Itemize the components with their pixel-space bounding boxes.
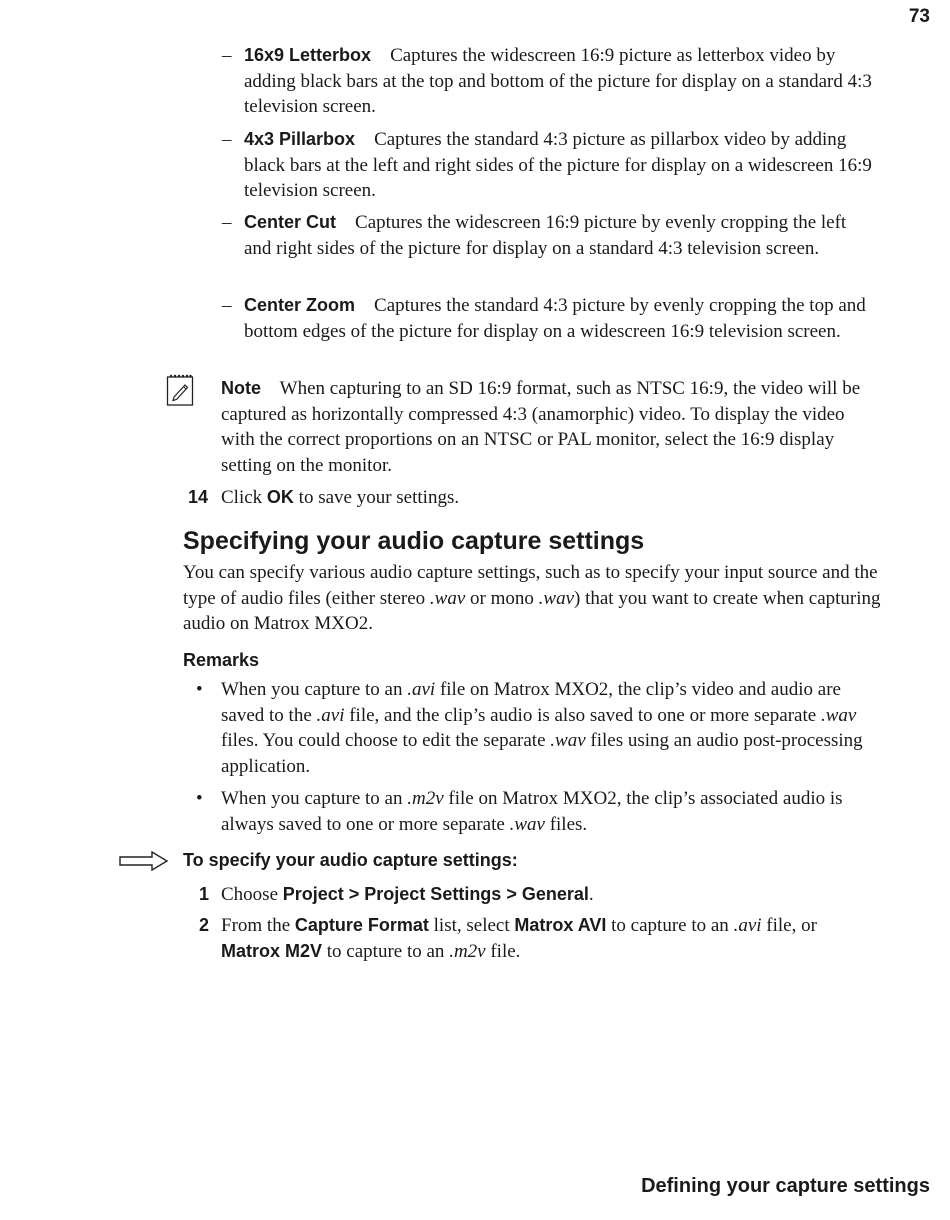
- bullet-text: When you capture to an: [221, 788, 403, 809]
- step-text: to capture to an: [611, 915, 729, 936]
- step-text: file.: [490, 940, 521, 962]
- procedure-step-1: [182, 882, 862, 908]
- step-number: 1: [199, 884, 210, 904]
- note-text: When capturing to an SD 16:9 format, such as NTSC 16:9, the video will be captured as horizontally compressed 4:3 (anamorphic) video. To display the video with the correct proportions on an NTSC or PAL monitor, select the 16:9 display setting on the monitor.: [221, 378, 861, 476]
- m2v-extension: .m2v: [407, 788, 444, 809]
- bullet-text: When you capture to an: [221, 679, 403, 700]
- step-text: to save your settings.: [298, 487, 460, 508]
- procedure-step-2: [182, 913, 862, 964]
- avi-extension: .avi: [407, 679, 436, 700]
- bullet-text: files. You could choose to edit the separate: [221, 730, 546, 751]
- matrox-m2v-reference: Matrox M2V: [221, 940, 323, 961]
- option-text: Captures the standard 4:3 picture by evenly cropping the top and bottom edges of the picture for display on a widescreen 16:9 television screen.: [244, 295, 866, 342]
- dash-marker: –: [222, 129, 232, 150]
- step-text: .: [588, 884, 594, 905]
- option-text: Captures the widescreen 16:9 picture as letterbox video by adding black bars at the top and bottom of the picture for display on a standard 4:3 television screen.: [244, 45, 872, 117]
- bullet-text: files using an audio post-processing application.: [221, 730, 863, 777]
- remarks-heading: Remarks: [183, 650, 260, 670]
- avi-extension: .avi: [316, 704, 345, 726]
- option-term: Center Zoom: [244, 295, 356, 315]
- note-block: [221, 376, 881, 478]
- wav-extension: .wav: [820, 704, 857, 726]
- intro-text: ) that you want to create when capturing audio on Matrox MXO2.: [183, 587, 881, 634]
- step-14: [182, 485, 862, 511]
- bullet-marker: •: [196, 679, 203, 700]
- matrox-avi-reference: Matrox AVI: [514, 915, 607, 935]
- ok-reference: OK: [266, 487, 294, 507]
- step-text: Click: [221, 487, 263, 508]
- remark-bullet-1: [196, 677, 866, 779]
- step-text: file, or: [766, 915, 817, 936]
- bullet-text: file on Matrox MXO2, the clip’s video and audio are saved to the: [221, 679, 841, 726]
- wav-extension: .wav: [538, 587, 574, 609]
- option-4x3-pillarbox: [222, 127, 877, 204]
- notepad-pencil-icon: [166, 373, 194, 407]
- option-term: 16x9 Letterbox: [244, 45, 372, 65]
- step-number: 2: [199, 915, 210, 935]
- remark-bullet-2: [196, 786, 866, 837]
- procedure-arrow-icon: [119, 851, 169, 871]
- procedure-heading: To specify your audio capture settings:: [183, 850, 518, 870]
- option-term: Center Cut: [244, 212, 337, 232]
- option-center-zoom: [222, 293, 877, 344]
- note-label: Note: [221, 378, 261, 398]
- page-footer: Defining your capture settings: [641, 1175, 930, 1197]
- section-heading: Specifying your audio capture settings: [183, 527, 645, 555]
- bullet-marker: •: [196, 788, 203, 809]
- bullet-text: file, and the clip’s audio is also saved to one or more separate: [349, 704, 817, 726]
- menu-path: Project > Project Settings > General: [282, 884, 589, 904]
- intro-text: You can specify various audio capture settings, such as to specify your input source and the type of audio files (either stereo: [183, 562, 878, 609]
- m2v-extension: .m2v: [449, 940, 486, 962]
- step-text: to capture to an: [326, 940, 445, 962]
- option-16x9-letterbox: [222, 43, 877, 120]
- capture-format-reference: Capture Format: [294, 915, 429, 935]
- step-number: 14: [188, 487, 209, 507]
- wav-extension: .wav: [429, 587, 466, 609]
- bullet-text: file on Matrox MXO2, the clip’s associated audio is always saved to one or more separate: [221, 788, 843, 835]
- dash-marker: –: [222, 295, 232, 316]
- wav-extension: .wav: [550, 730, 586, 751]
- step-text: Choose: [221, 884, 278, 905]
- intro-text: or mono: [470, 587, 534, 609]
- dash-marker: –: [222, 45, 232, 66]
- step-text: From the: [221, 915, 291, 936]
- bullet-text: files.: [549, 813, 588, 835]
- option-center-cut: [222, 210, 877, 261]
- section-intro: [183, 560, 883, 637]
- option-text: Captures the widescreen 16:9 picture by evenly cropping the left and right sides of the picture for display on a standard 4:3 television screen.: [244, 212, 847, 259]
- avi-extension: .avi: [733, 915, 762, 936]
- option-text: Captures the standard 4:3 picture as pillarbox video by adding black bars at the left and right sides of the picture for display on a widescreen 16:9 television screen.: [244, 129, 872, 201]
- page-number: 73: [908, 6, 930, 27]
- wav-extension: .wav: [509, 813, 545, 835]
- option-term: 4x3 Pillarbox: [244, 129, 356, 149]
- step-text: list, select: [433, 915, 510, 936]
- dash-marker: –: [222, 212, 232, 233]
